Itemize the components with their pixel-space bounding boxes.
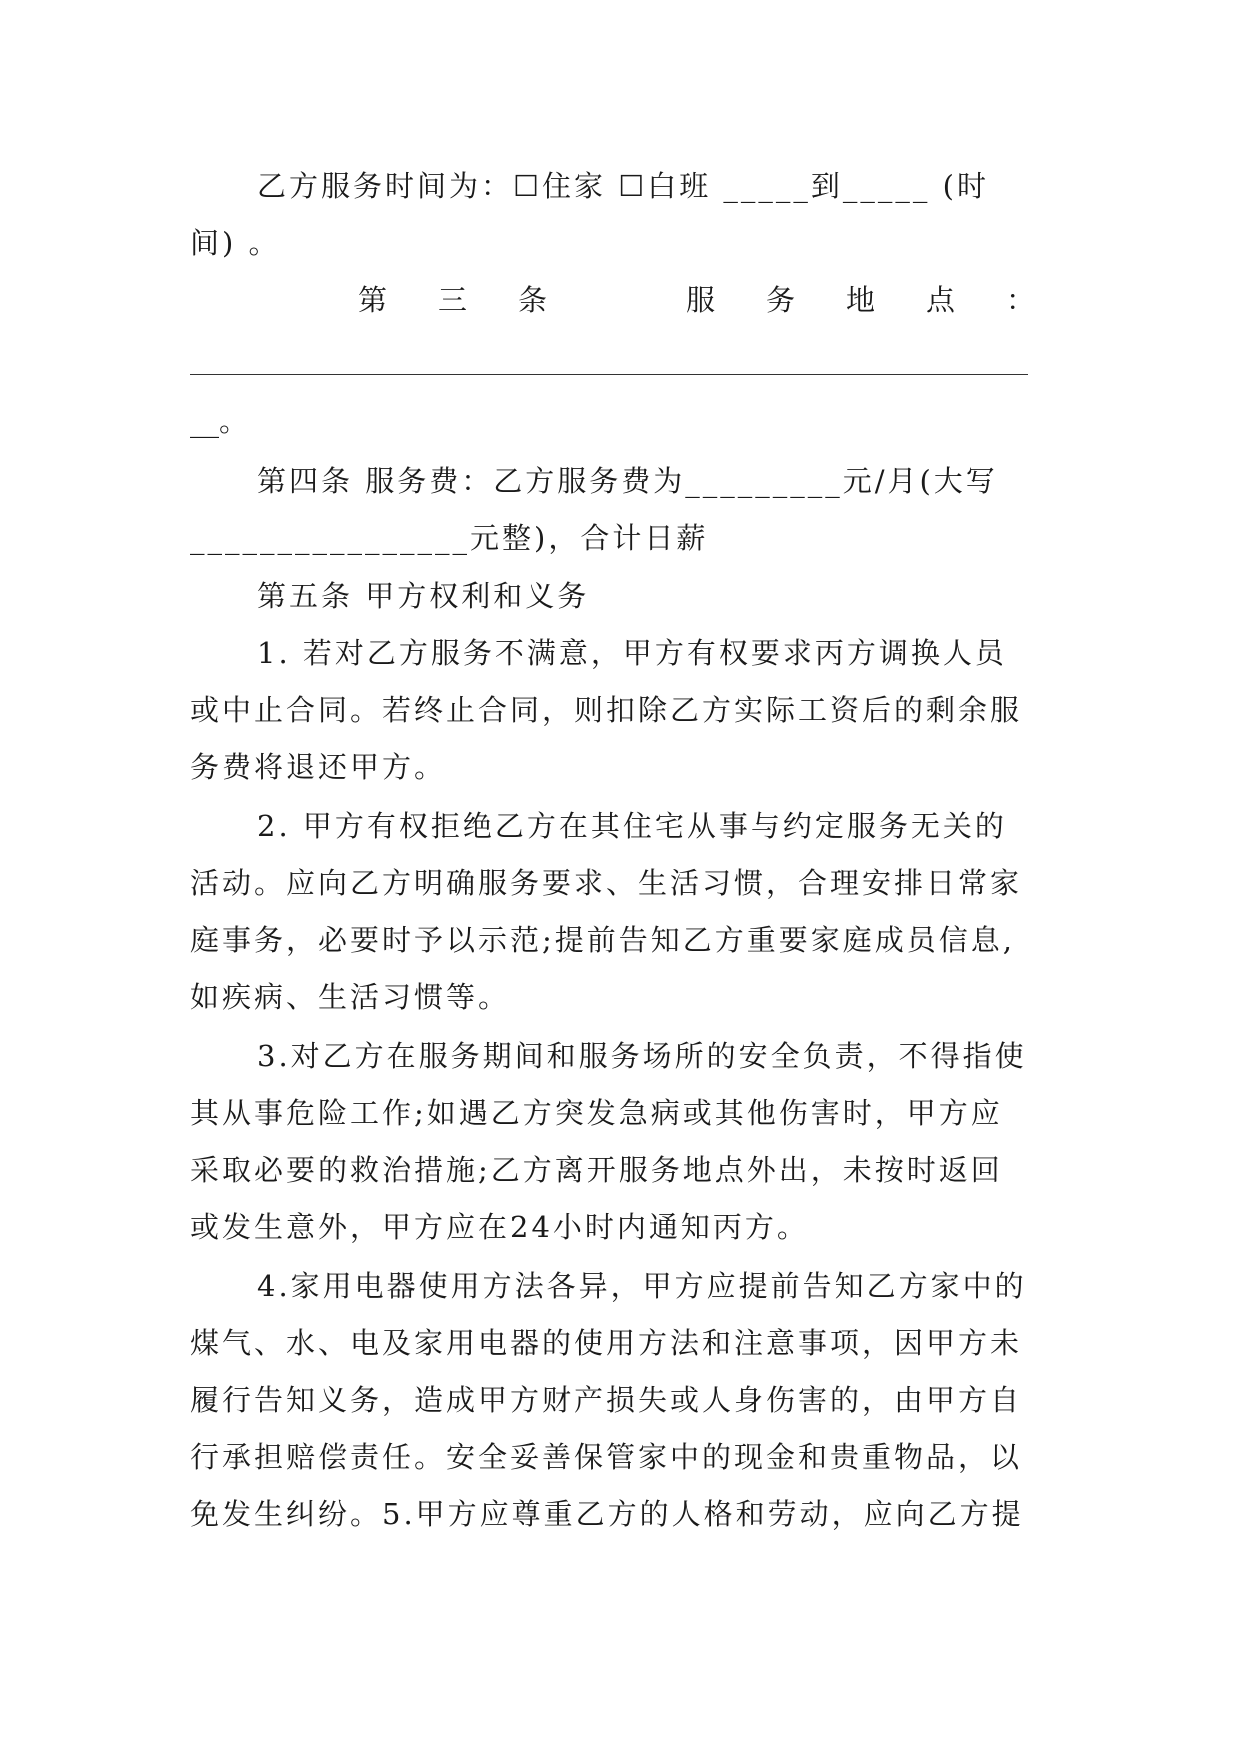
clause-2-text: 如疾病、生活习惯等。 <box>190 980 511 1014</box>
clause-3-text: 采取必要的救治措施;乙方离开服务地点外出，未按时返回 <box>190 1153 1003 1187</box>
service-location-end <box>190 401 1050 441</box>
clause-2-line <box>190 863 1050 903</box>
clause-3-line <box>190 1150 1050 1190</box>
article-3-char: ： <box>1005 283 1038 317</box>
clause-3-text: 3.对乙方在服务期间和服务场所的安全负责，不得指使 <box>257 1039 1027 1073</box>
article-4-line-cont <box>190 518 1050 558</box>
clause-3-text: 或发生意外，甲方应在24小时内通知丙方。 <box>190 1210 809 1244</box>
clause-1-line <box>257 633 1050 673</box>
article-5-title: 第五条 甲方权利和义务 <box>257 579 590 613</box>
clause-4-text: 行承担赔偿责任。安全妥善保管家中的现金和贵重物品，以 <box>190 1440 1023 1474</box>
clause-4-text: 履行告知义务，造成甲方财产损失或人身伤害的，由甲方自 <box>190 1383 1023 1417</box>
clause-4-line <box>190 1380 1050 1420</box>
clause-3-text: 其从事危险工作;如遇乙方突发急病或其他伤害时，甲方应 <box>190 1096 1003 1130</box>
clause-1-text: 务费将退还甲方。 <box>190 750 447 784</box>
service-time-line-cont <box>190 223 1050 263</box>
article-3-gap <box>598 280 638 320</box>
clause-4-line <box>190 1494 1050 1534</box>
service-time-text-cont: 间) 。 <box>190 226 281 260</box>
article-3-char: 条 <box>518 283 551 317</box>
article-3-char: 三 <box>438 283 471 317</box>
article-5-heading <box>257 576 1050 616</box>
clause-1-line <box>190 690 1050 730</box>
clause-2-line <box>190 977 1050 1017</box>
clause-3-line <box>190 1207 1050 1247</box>
article-3-char: 点 <box>925 283 958 317</box>
clause-2-text: 活动。应向乙方明确服务要求、生活习惯，合理安排日常家 <box>190 866 1023 900</box>
clause-4-text: 煤气、水、电及家用电器的使用方法和注意事项，因甲方未 <box>190 1326 1023 1360</box>
article-3-heading <box>358 280 1038 320</box>
article-3-char: 第 <box>358 283 391 317</box>
article-4-text-cont: ________________元整)，合计日薪 <box>190 521 709 555</box>
clause-1-line <box>190 747 1050 787</box>
clause-4-text: 4.家用电器使用方法各异，甲方应提前告知乙方家中的 <box>257 1269 1027 1303</box>
service-location-blank <box>190 374 1028 375</box>
clause-4-text: 免发生纠纷。5.甲方应尊重乙方的人格和劳动，应向乙方提 <box>190 1497 1024 1531</box>
article-4-text: 第四条 服务费：乙方服务费为_________元/月(大写 <box>257 464 998 498</box>
article-3-char: 务 <box>765 283 798 317</box>
clause-4-line <box>190 1437 1050 1477</box>
clause-3-line <box>257 1036 1050 1076</box>
service-time-line <box>257 166 1050 206</box>
service-location-end-text: __。 <box>190 404 249 438</box>
clause-1-text: 或中止合同。若终止合同，则扣除乙方实际工资后的剩余服 <box>190 693 1023 727</box>
clause-3-line <box>190 1093 1050 1133</box>
service-time-text: 乙方服务时间为：☐住家 ☐白班 _____到_____ (时 <box>257 169 989 203</box>
article-4-line <box>257 461 1050 501</box>
clause-4-line <box>257 1266 1050 1306</box>
clause-1-text: 1. 若对乙方服务不满意，甲方有权要求丙方调换人员 <box>257 636 1007 670</box>
article-3-char: 地 <box>845 283 878 317</box>
clause-2-text: 庭事务，必要时予以示范;提前告知乙方重要家庭成员信息, <box>190 923 1015 957</box>
clause-2-line <box>190 920 1050 960</box>
clause-2-text: 2. 甲方有权拒绝乙方在其住宅从事与约定服务无关的 <box>257 809 1007 843</box>
clause-2-line <box>257 806 1050 846</box>
clause-4-line <box>190 1323 1050 1363</box>
article-3-char: 服 <box>685 283 718 317</box>
